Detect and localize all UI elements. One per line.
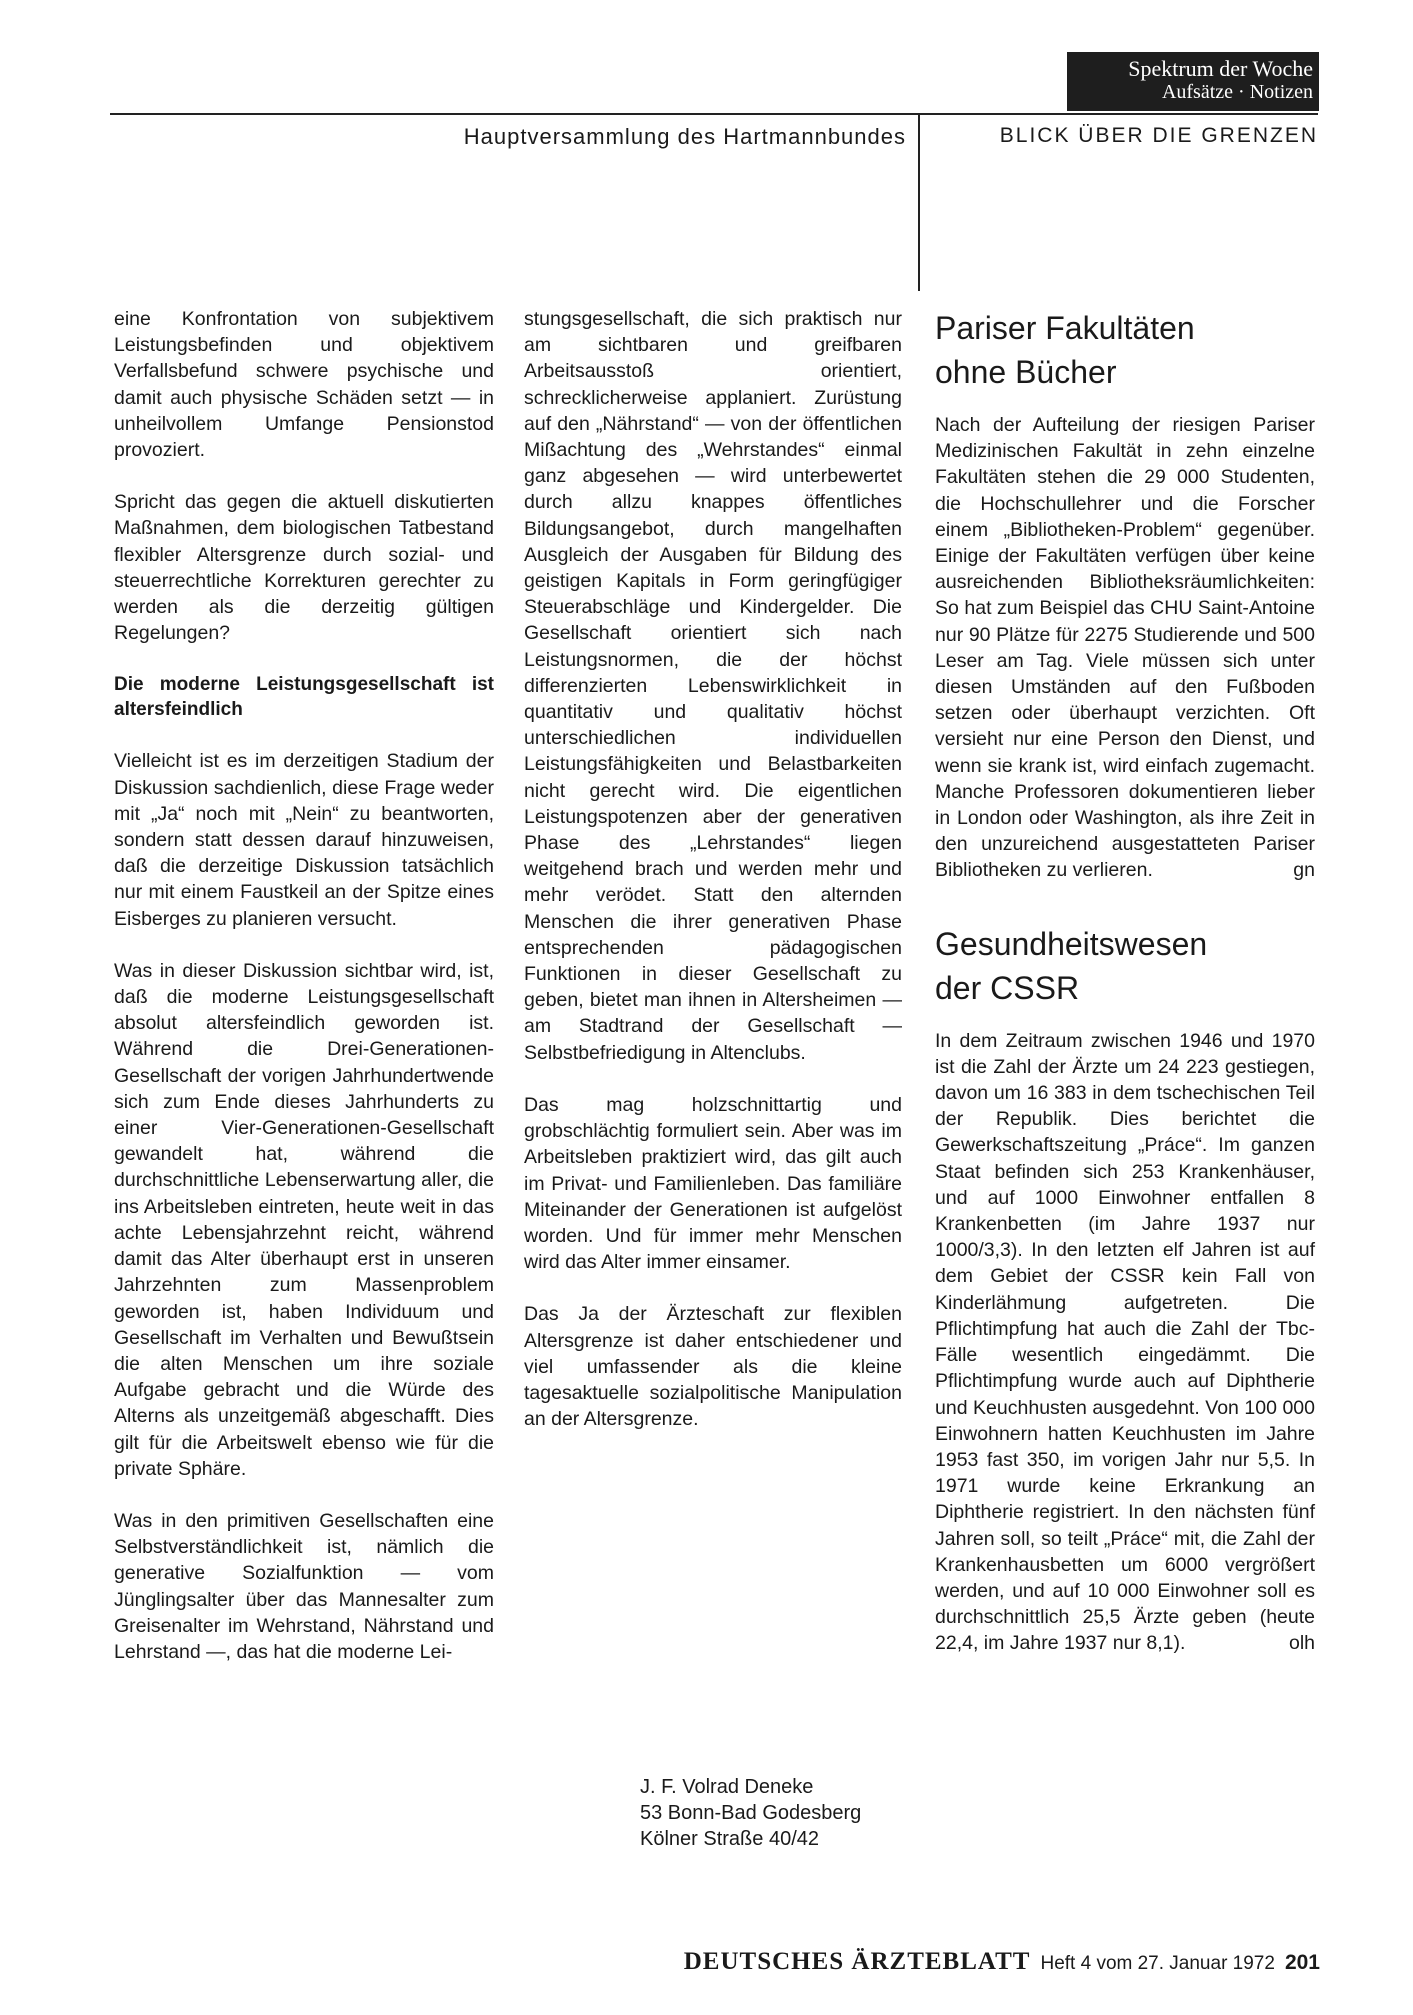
paragraph: Vielleicht ist es im derzeitigen Stadium der Diskussion sachdienlich, diese Frage weder mit „Ja“ noch mit „Nein“ zu beantworten, sondern statt dessen darauf hinzuweisen, daß die derzeitige Diskussion tatsächlich nur mit einem Faustkeil an der Spitze eines Eisberges zu planieren versucht. [114,750,494,930]
badge-subtitle: Aufsätze · Notizen [1161,81,1313,103]
author-initials: olh [1288,1632,1315,1655]
news-column [935,306,1315,1683]
news-body [935,412,1315,884]
news-body-text: In dem Zeitraum zwischen 1946 und 1970 ist die Zahl der Ärzte um 24 223 gestiegen, davon um 16 383 in dem tschechischen Teil der Republik. Dies berichtet die Gewerkschaftszeitung „Práce“. Im ganzen Staat befinden sich 253 Krankenhäuser, und auf 1000 Einwohner entfallen 8 Krankenbetten (im Jahre 1937 nur 1000/3,3). In den letzten elf Jahren ist auf dem Gebiet der CSSR kein Fall von Kinderlähmung aufgetreten. Die Pflichtimpfung hat auch die Zahl der Tbc-Fälle wesentlich eingedämmt. Die Pflichtimpfung wurde auch auf Diphtherie und Keuchhusten ausgedehnt. Von 100 000 Einwohnern hatten Keuchhusten im Jahre 1953 fast 350, im vorigen Jahr nur 5,5. In 1971 wurde keine Erkrankung an Diphtherie registriert. In den nächsten fünf Jahren soll, so teilt „Práce“ mit, die Zahl der Krankenhausbetten um 6000 vergrößert werden, und auf 10 000 Einwohner soll es durchschnittlich 25,5 Ärzte geben (heute 22,4, im Jahre 1937 nur 8,1). [935,1029,1315,1655]
news-title [935,306,1315,394]
news-title-line: Pariser Fakultäten [935,310,1195,346]
paragraph: Das Ja der Ärzteschaft zur flexiblen Altersgrenze ist daher entschiedener und viel umfassender als die kleine tagesaktuelle sozialpolitische Manipulation an der Altersgrenze. [524,1303,902,1431]
paragraph: Was in dieser Diskussion sichtbar wird, ist, daß die moderne Leistungsgesellschaft absolut altersfeindlich geworden ist. Während die Drei-Generationen-Gesellschaft der vorigen Jahrhundertwende sich zum Ende dieses Jahrhunderts zu einer Vier-Generationen-Gesellschaft gewandelt hat, während die durchschnittliche Lebenserwartung aller, die ins Arbeitsleben eintreten, heute weit in das achte Lebensjahrzehnt reicht, während damit das Alter überhaupt erst in unseren Jahrzehnten zum Massenproblem geworden ist, haben Individuum und Gesellschaft im Verhalten und Bewußtsein die alten Menschen um ihre soziale Aufgabe gebracht und die Würde des Alterns als unzeitgemäß abgeschafft. Dies gilt für die Arbeitswelt ebenso wie für die private Sphäre. [114,959,494,1480]
news-item-cssr [935,922,1315,1657]
news-body-text: Nach der Aufteilung der riesigen Pariser Medizinischen Fakultät in zehn einzelne Fakultäten stehen die 29 000 Studenten, die Hochschullehrer und die Forscher einem „Bibliotheken-Problem“ gegenüber. Einige der Fakultäten verfügen über keine ausreichenden Bibliotheksräumlichkeiten: So hat zum Beispiel das CHU Saint-Antoine nur 90 Plätze für 2275 Studierende und 500 Leser am Tag. Viele müssen sich unter diesen Umständen auf den Fußboden setzen oder überhaupt verzichten. Oft versieht nur eine Person den Dienst, und wenn sie krank ist, wird einfach zugemacht. Manche Professoren dokumentieren lieber in London oder Washington, als ihre Zeit in den unzureichend ausgestatteten Pariser Bibliotheken zu verlieren. [935,414,1315,882]
page-number: 201 [1284,1951,1320,1974]
subheading: Die moderne Leistungsgesellschaft ist altersfeindlich [114,674,494,721]
paragraph: Spricht das gegen die aktuell diskutierten Maßnahmen, dem biologischen Tatbestand flexibler Altersgrenze durch sozial- und steuerrechtliche Korrekturen gerechter zu werden als die derzeitig gültigen Regelungen? [114,491,494,645]
news-item-paris [935,306,1315,884]
paragraph: eine Konfrontation von subjektivem Leistungsbefinden und objektivem Verfallsbefund schwere psychische und damit auch physische Schäden setzt — in unheilvollem Umfange Pensionstod provoziert. [114,308,494,462]
article-column-1 [114,306,494,1691]
paragraph: stungsgesellschaft, die sich praktisch nur am sichtbaren und greifbaren Arbeitsausstoß orientiert, schrecklicherweise applaniert. Zurüstung auf den „Nährstand“ — von der öffentlichen Mißachtung des „Wehrstandes“ einmal ganz abgesehen — wird unterbewertet durch allzu knappes öffentliches Bildungsangebot, durch mangelhaften Ausgleich der Ausgaben für Bildung des geistigen Kapitals in Form geringfügiger Steuerabschläge und Kindergelder. Die Gesellschaft orientiert sich nach Leistungsnormen, die der höchst differenzierten Lebenswirklichkeit in quantitativ und qualitativ höchst unterschiedlichen individuellen Leistungsfähigkeiten und Belastbarkeiten nicht gerecht wird. Die eigentlichen Leistungspotenzen aber der generativen Phase des „Lehrstandes“ liegen weitgehend brach und werden mehr und mehr verödet. Statt den alternden Menschen die ihrer generativen Phase entsprechenden pädagogischen Funktionen in dieser Gesellschaft zu geben, bietet man ihnen in Altersheimen — am Stadtrand der Gesellschaft — Selbstbefriedigung in Altenclubs. [524,308,902,1064]
header-rule [110,113,1318,115]
page-footer [575,1948,1320,1976]
author-street: Kölner Straße 40/42 [640,1828,819,1850]
issue-info: Heft 4 vom 27. Januar 1972 [1040,1953,1275,1974]
author-city: 53 Bonn-Bad Godesberg [640,1802,862,1824]
news-title [935,922,1315,1010]
section-heading-right: BLICK ÜBER DIE GRENZEN [999,124,1318,147]
journal-name: DEUTSCHES ÄRZTEBLATT [683,1948,1031,1975]
badge-title: Spektrum der Woche [1128,56,1313,81]
author-signature [640,1774,920,1852]
column-divider [918,113,920,291]
article-column-2 [524,306,902,1458]
author-initials: gn [1293,859,1315,882]
news-title-line: der CSSR [935,969,1080,1006]
news-title-line: Gesundheitswesen [935,925,1208,962]
paragraph: Das mag holzschnittartig und grobschlächtig formuliert sein. Aber was im Arbeitsleben praktiziert wird, das gilt auch im Privat- und Familienleben. Das familiäre Miteinander der Generationen ist aufgelöst worden. Und für immer mehr Menschen wird das Alter immer einsamer. [524,1093,902,1274]
section-badge [1067,52,1319,111]
paragraph: Was in den primitiven Gesellschaften eine Selbstverständlichkeit ist, nämlich die generative Sozialfunktion — vom Jünglingsalter über das Mannesalter zum Greisenalter im Wehrstand, Nährstand und Lehrstand —, das hat die moderne Lei- [114,1509,494,1663]
news-body [935,1028,1315,1657]
author-name: J. F. Volrad Deneke [640,1776,814,1798]
section-heading-left: Hauptversammlung des Hartmannbundes [463,124,906,149]
news-title-line: ohne Bücher [935,354,1117,390]
